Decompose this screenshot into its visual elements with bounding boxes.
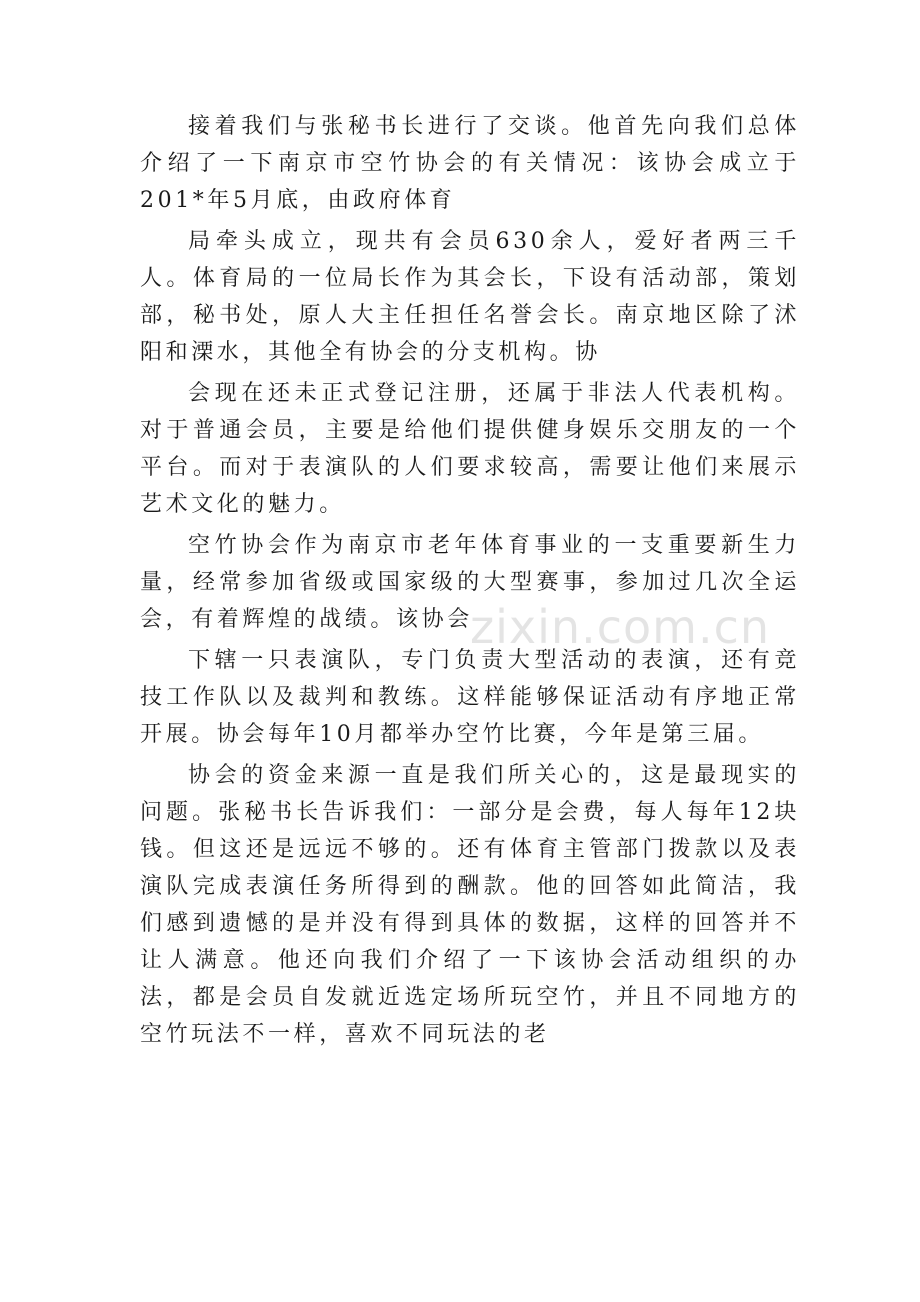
paragraph-4: 空竹协会作为南京市老年体育事业的一支重要新生力量，经常参加省级或国家级的大型赛事，参加过几次全运会，有着辉煌的战绩。该协会 bbox=[140, 533, 800, 632]
paragraph-5: 下辖一只表演队，专门负责大型活动的表演，还有竞技工作队以及裁判和教练。这样能够保证活动有序地正常开展。协会每年10月都举办空竹比赛，今年是第三届。 bbox=[140, 648, 800, 747]
paragraph-3: 会现在还未正式登记注册，还属于非法人代表机构。对于普通会员，主要是给他们提供健身娱乐交朋友的一个平台。而对于表演队的人们要求较高，需要让他们来展示艺术文化的魅力。 bbox=[140, 381, 800, 517]
paragraph-6: 协会的资金来源一直是我们所关心的，这是最现实的问题。张秘书长告诉我们：一部分是会费，每人每年12块钱。但这还是远远不够的。还有体育主管部门拨款以及表演队完成表演任务所得到的酬款。他的回答如此简洁，我们感到遗憾的是并没有得到具体的数据，这样的回答并不让人满意。他还向我们介绍了一下该协会活动组织的办法，都是会员自发就近选定场所玩空竹，并且不同地方的空竹玩法不一样，喜欢不同玩法的老 bbox=[140, 763, 800, 1047]
watermark-text: zixin.com.cn bbox=[470, 600, 771, 654]
document-body bbox=[140, 108, 800, 1057]
paragraph-2: 局牵头成立，现共有会员630余人，爱好者两三千人。体育局的一位局长作为其会长，下设有活动部，策划部，秘书处，原人大主任担任名誉会长。南京地区除了沭阳和溧水，其他全有协会的分支机构。协 bbox=[140, 229, 800, 365]
paragraph-1: 接着我们与张秘书长进行了交谈。他首先向我们总体介绍了一下南京市空竹协会的有关情况：该协会成立于201*年5月底，由政府体育 bbox=[140, 114, 800, 213]
